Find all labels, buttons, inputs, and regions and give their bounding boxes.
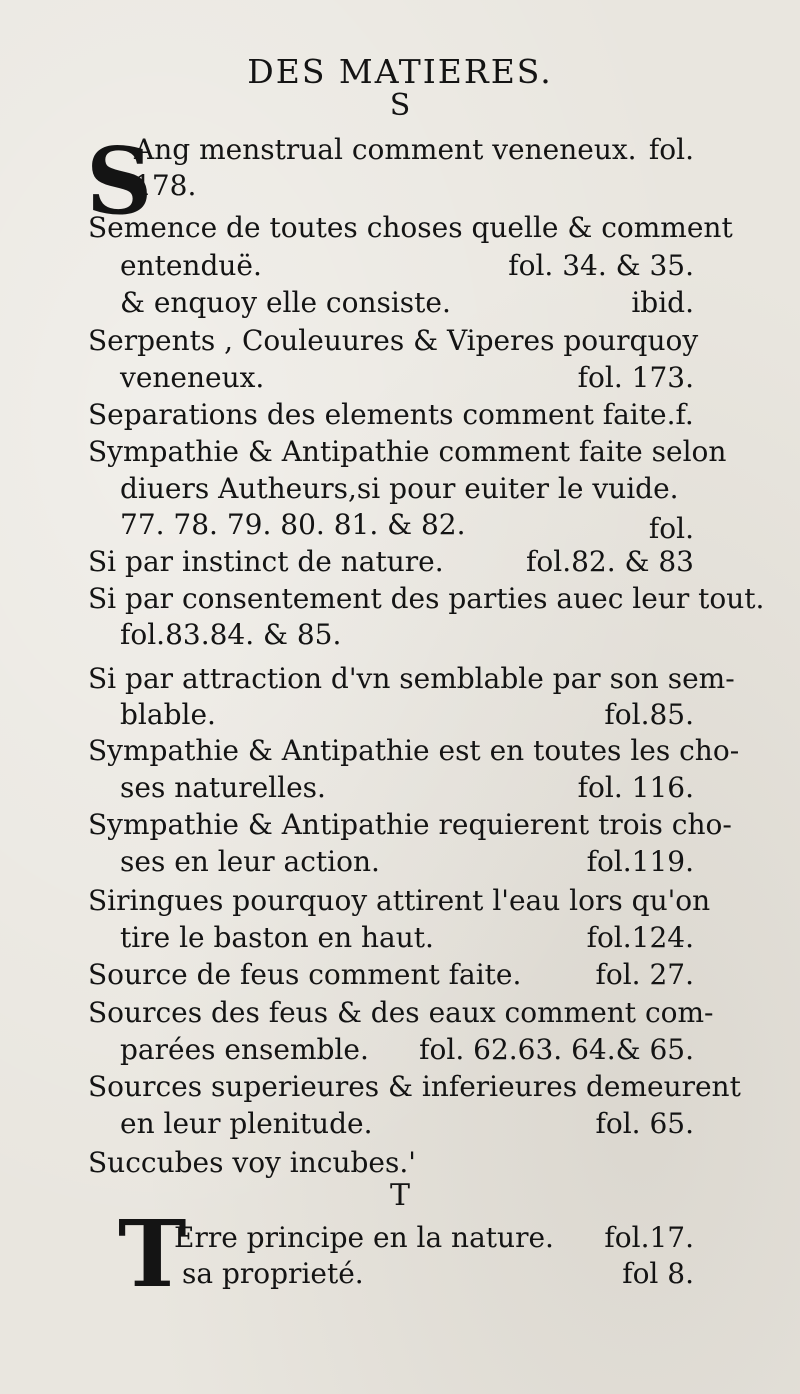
index-line: Source de feus comment faite. fol. 27. (88, 958, 694, 991)
index-line: & enquoy elle consiste. ibid. (120, 286, 694, 319)
index-line: Sympathie & Antipathie comment faite selon (88, 435, 727, 468)
section-letter-t: T (389, 1178, 410, 1213)
index-line: 178. (134, 169, 197, 202)
index-line: fol.83.84. & 85. (120, 618, 342, 651)
index-line: blable. fol.85. (120, 698, 694, 731)
index-line: Sources des feus & des eaux comment com- (88, 996, 714, 1029)
index-line: Succubes voy incubes.' (88, 1146, 416, 1179)
index-line: Si par instinct de nature. fol.82. & 83 (88, 545, 694, 578)
dropcap-t: T (118, 1200, 187, 1308)
index-line: Siringues pourquoy attirent l'eau lors qu'on (88, 884, 711, 917)
index-line: Serpents , Couleuures & Viperes pourquoy (88, 324, 699, 357)
index-line: Semence de toutes choses quelle & comment (88, 211, 733, 244)
index-line: veneneux. fol. 173. (120, 361, 694, 394)
index-line: 77. 78. 79. 80. 81. & 82. (120, 508, 466, 541)
index-line: parées ensemble. fol. 62.63. 64.& 65. (120, 1033, 694, 1066)
index-line: Sympathie & Antipathie est en toutes les cho- (88, 734, 740, 767)
index-line: Si par consentement des parties auec leur tout. (88, 582, 765, 615)
dropcap-s: S (86, 127, 153, 235)
index-line: Separations des elements comment faite.f. (88, 398, 694, 431)
index-line: Ang menstrual comment veneneux. fol. (134, 133, 694, 166)
section-letter-s: S (389, 88, 411, 123)
index-line: diuers Autheurs,si pour euiter le vuide. fol. (120, 472, 694, 545)
index-line: tire le baston en haut. fol.124. (120, 921, 694, 954)
index-line: entenduë. fol. 34. & 35. (120, 249, 694, 282)
page-header: DES MATIERES. (247, 52, 553, 91)
index-line: Sympathie & Antipathie requierent trois cho- (88, 808, 732, 841)
index-line: ses naturelles. fol. 116. (120, 771, 694, 804)
index-line: Erre principe en la nature. fol.17. (174, 1221, 694, 1254)
index-line: Si par attraction d'vn semblable par son sem- (88, 662, 735, 695)
index-line: ses en leur action. fol.119. (120, 845, 694, 878)
index-line: Sources superieures & inferieures demeurent (88, 1070, 741, 1103)
index-line: en leur plenitude. fol. 65. (120, 1107, 694, 1140)
index-line: sa proprieté. fol 8. (182, 1257, 694, 1290)
